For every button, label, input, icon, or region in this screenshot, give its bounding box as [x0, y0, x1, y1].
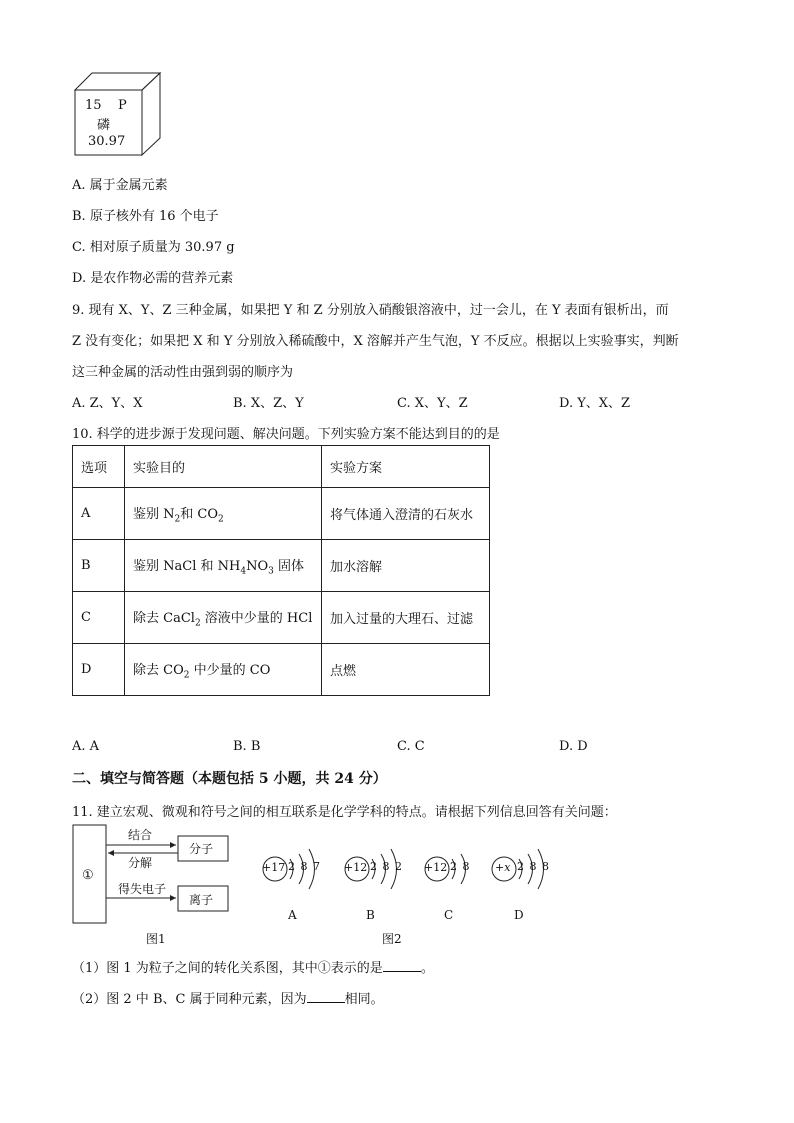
figure-1-decompose-label: 分解	[128, 856, 153, 870]
plan-cell: 加入过量的大理石、过滤	[322, 592, 490, 644]
q9-stem-line3: 这三种金属的活动性由强到弱的顺序为	[72, 365, 294, 380]
q9-option-d: D. Y、X、Z	[559, 396, 631, 411]
goal-subscript: 2	[174, 514, 181, 525]
atom-diagram-c	[422, 840, 492, 920]
table-row	[73, 540, 490, 592]
figure-2	[250, 840, 570, 950]
goal-text: 除去 CO	[133, 662, 184, 678]
q10-option-c: C. C	[397, 739, 425, 754]
atom-electrons: 2 8	[450, 860, 471, 873]
goal-cell	[125, 644, 322, 696]
table-header-cell: 实验方案	[322, 446, 490, 488]
goal-cell	[125, 592, 322, 644]
goal-text: 固体	[273, 558, 304, 574]
atom-electrons: 2 8 7	[288, 860, 321, 873]
figure-2-caption: 图2	[382, 932, 402, 946]
q9-option-c: C. X、Y、Z	[397, 396, 468, 411]
table-row	[73, 488, 490, 540]
q9-option-a: A. Z、Y、X	[72, 396, 143, 411]
goal-cell	[125, 488, 322, 540]
q10-table	[72, 445, 490, 696]
atom-electrons: 2 8 8	[517, 860, 550, 873]
element-card	[72, 70, 164, 158]
goal-text: 和 CO	[180, 506, 218, 522]
atom-nucleus: +17	[262, 861, 286, 874]
table-header-cell: 实验目的	[125, 446, 322, 488]
element-name: 磷	[97, 118, 111, 133]
goal-text: 中少量的 CO	[189, 662, 271, 678]
figure-1-combine-label: 结合	[128, 828, 153, 842]
option-cell: A	[73, 488, 125, 540]
table-header-cell: 选项	[73, 446, 125, 488]
table-row	[73, 644, 490, 696]
atom-label: D	[514, 908, 524, 922]
element-mass: 30.97	[88, 134, 126, 149]
q8-option-b: B. 原子核外有 16 个电子	[72, 209, 219, 224]
atom-diagram-a	[258, 840, 338, 920]
q9-stem-line2: Z 没有变化；如果把 X 和 Y 分别放入稀硫酸中，X 溶解并产生气泡，Y 不反应。根据以上实验事实，判断	[72, 334, 679, 349]
figure-1-molecule-label: 分子	[189, 842, 214, 856]
goal-subscript: 2	[194, 618, 201, 629]
atom-nucleus: +12	[344, 861, 368, 874]
q11-subquestion-2	[72, 988, 384, 1007]
atom-nucleus: +x	[495, 861, 511, 874]
figure-1-lines	[72, 824, 237, 924]
q11-stem: 11. 建立宏观、微观和符号之间的相互联系是化学学科的特点。请根据下列信息回答有关问题：	[72, 805, 617, 820]
element-number: 15	[85, 98, 102, 113]
goal-text: NO	[246, 558, 269, 574]
subquestion-text: 。	[420, 961, 434, 976]
subquestion-text: （2）图 2 中 B、C 属于同种元素，因为	[72, 992, 307, 1007]
figure-1-gain-lose-label: 得失电子	[118, 882, 167, 896]
plan-cell: 加水溶解	[322, 540, 490, 592]
plan-cell: 将气体通入澄清的石灰水	[322, 488, 490, 540]
goal-text: 除去 CaCl	[133, 610, 195, 626]
section-heading: 二、填空与简答题（本题包括 5 小题，共 24 分）	[72, 771, 387, 787]
option-cell: C	[73, 592, 125, 644]
q10-option-b: B. B	[233, 739, 261, 754]
plan-cell: 点燃	[322, 644, 490, 696]
goal-text: 鉴别 N	[133, 506, 175, 522]
atom-label: A	[288, 908, 297, 922]
table-row	[73, 592, 490, 644]
q8-option-d: D. 是农作物必需的营养元素	[72, 271, 234, 286]
q10-option-d: D. D	[559, 739, 588, 754]
figure-1-circle-label: ①	[82, 868, 94, 883]
atom-electrons: 2 8 2	[370, 860, 403, 873]
q8-option-c: C. 相对原子质量为 30.97 g	[72, 240, 235, 255]
goal-subscript: 3	[268, 566, 274, 577]
goal-subscript: 2	[218, 514, 224, 525]
atom-nucleus: +12	[424, 861, 448, 874]
goal-cell	[125, 540, 322, 592]
figure-1-ion-label: 离子	[189, 893, 214, 907]
q8-option-a: A. 属于金属元素	[72, 178, 168, 193]
atom-diagram-b	[340, 840, 420, 920]
option-cell: D	[73, 644, 125, 696]
goal-subscript: 4	[240, 566, 247, 577]
atom-label: B	[366, 908, 375, 922]
goal-text: 溶液中少量的 HCl	[200, 610, 313, 626]
figure-1	[72, 824, 237, 944]
atom-diagram-d	[490, 840, 570, 920]
subquestion-text: 相同。	[344, 992, 384, 1007]
q9-option-b: B. X、Z、Y	[233, 396, 304, 411]
answer-blank[interactable]	[383, 959, 421, 972]
option-cell: B	[73, 540, 125, 592]
goal-text: 鉴别 NaCl 和 NH	[133, 558, 241, 574]
q10-stem: 10. 科学的进步源于发现问题、解决问题。下列实验方案不能达到目的的是	[72, 427, 500, 442]
atom-label: C	[444, 908, 454, 922]
answer-blank[interactable]	[307, 990, 345, 1003]
figure-1-caption: 图1	[146, 932, 166, 946]
table-header-row	[73, 446, 490, 488]
q10-option-a: A. A	[72, 739, 100, 754]
q9-stem-line1: 9. 现有 X、Y、Z 三种金属，如果把 Y 和 Z 分别放入硝酸银溶液中，过一会儿，在 Y 表面有银析出，而	[72, 303, 669, 318]
goal-subscript: 2	[183, 670, 190, 681]
q11-subquestion-1	[72, 957, 434, 976]
element-symbol: P	[118, 98, 127, 113]
subquestion-text: （1）图 1 为粒子之间的转化关系图，其中①表示的是	[72, 961, 383, 976]
